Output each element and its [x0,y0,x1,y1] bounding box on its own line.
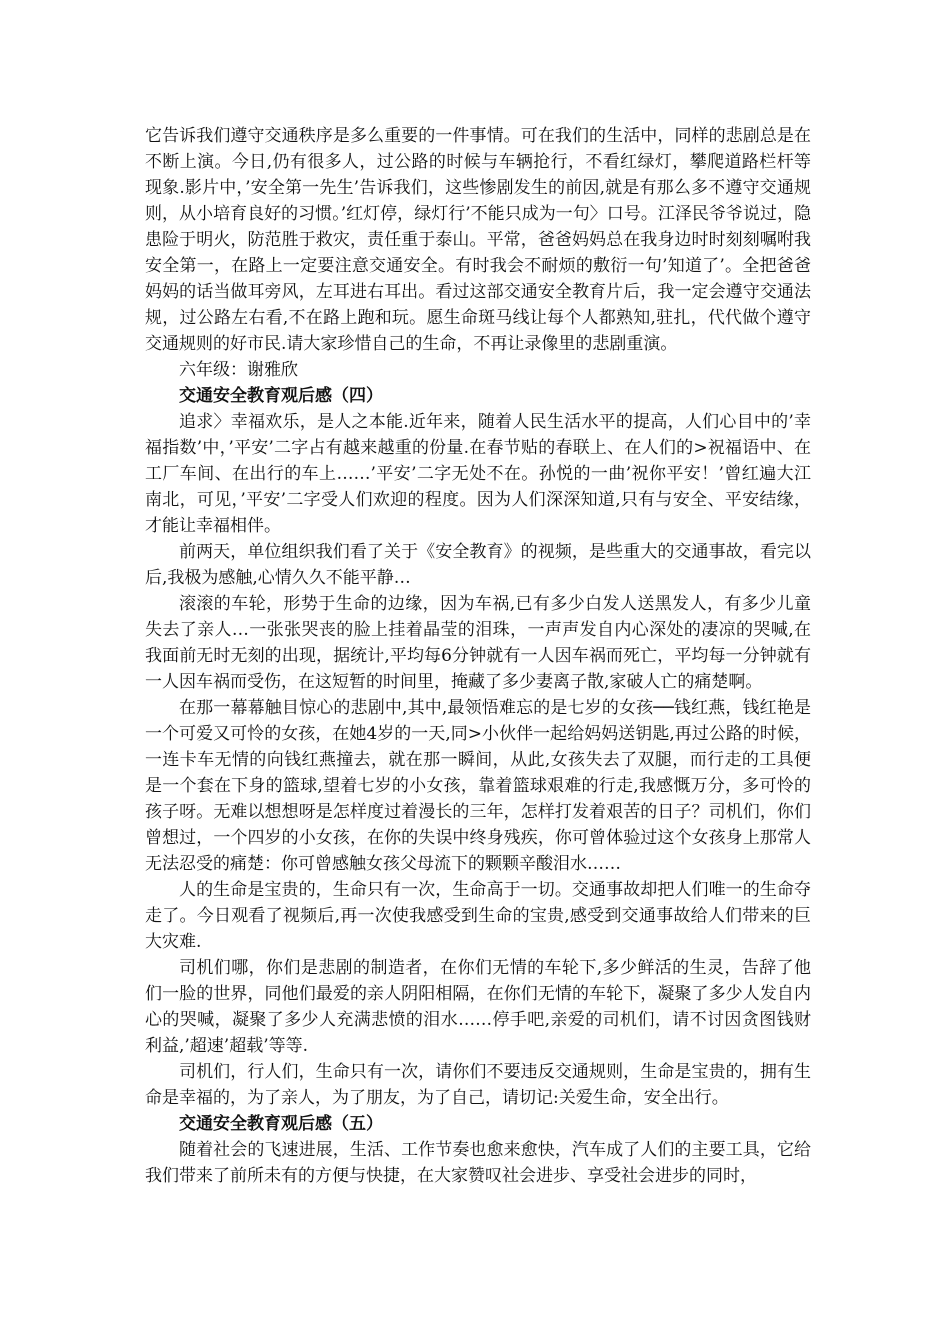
section-4-paragraph: 在那一幕幕触目惊心的悲剧中,其中,最领悟难忘的是七岁的女孩──钱红燕，钱红艳是一个可爱又可怜的女孩，在她4岁的一天,同>小伙伴一起给妈妈送钥匙,再过公路的时候，一连卡车无情的向钱红燕撞去，就在那一瞬间，从此,女孩失去了双腿，而行走的工具便是一个套在下身的篮球,望着七岁的小女孩，靠着篮球艰难的行走,我感慨万分，多可怜的孩子呀。无难以想想呀是怎样度过着漫长的三年，怎样打发着艰苦的日子？司机们，你们曾想过，一个四岁的小女孩，在你的失误中终身残疾，你可曾体验过这个女孩身上那常人无法忍受的痛楚：你可曾感触女孩父母流下的颗颗辛酸泪水…… [145,698,811,874]
section-4-paragraph: 司机们，行人们，生命只有一次，请你们不要违反交通规则，生命是宝贵的，拥有生命是幸福的，为了亲人，为了朋友，为了自己，请切记:关爱生命，安全出行。 [145,1062,811,1108]
author-line: 六年级：谢雅欣 [179,360,298,380]
section-4-title: 交通安全教育观后感（四） [179,386,383,406]
intro-paragraph: 它告诉我们遵守交通秩序是多么重要的一件事情。可在我们的生活中，同样的悲剧总是在不断上演。今日,仍有很多人，过公路的时候与车辆抢行，不看红绿灯，攀爬道路栏杆等现象.影片中，’安全第一先生’告诉我们，这些惨剧发生的前因,就是有那么多不遵守交通规则，从小培育良好的习惯。’红灯停，绿灯行’不能只成为一句〉口号。江泽民爷爷说过，隐患险于明火，防范胜于救灾，责任重于泰山。平常，爸爸妈妈总在我身边时时刻刻嘱咐我安全第一，在路上一定要注意交通安全。有时我会不耐烦的敷衍一句’知道了’。全把爸爸妈妈的话当做耳旁风，左耳进右耳出。看过这部交通安全教育片后，我一定会遵守交通法规，过公路左右看,不在路上跑和玩。愿生命斑马线让每个人都熟知,驻扎，代代做个遵守交通规则的好市民.请大家珍惜自己的生命，不再让录像里的悲剧重演。 [145,126,811,354]
section-4-paragraph: 追求〉幸福欢乐，是人之本能.近年来，随着人民生活水平的提高，人们心目中的’幸福指数’中，’平安’二字占有越来越重的份量.在春节贴的春联上、在人们的>祝福语中、在工厂车间、在出行的车上……’平安’二字无处不在。孙悦的一曲’祝你平安！’曾红遍大江南北，可见，’平安’二字受人们欢迎的程度。因为人们深深知道,只有与安全、平安结缘，才能让幸福相伴。 [145,412,811,536]
section-4-paragraph: 司机们哪，你们是悲剧的制造者，在你们无情的车轮下,多少鲜活的生灵，告辞了他们一脸的世界，同他们最爱的亲人阴阳相隔，在你们无情的车轮下，凝聚了多少人发自内心的哭喊，凝聚了多少人充满悲愤的泪水……停手吧,亲爱的司机们，请不讨因贪图钱财利益,’超速’超载’等等. [145,958,811,1056]
section-4-paragraph: 前两天，单位组织我们看了关于《安全教育》的视频，是些重大的交通事故，看完以后,我极为感触,心情久久不能平静… [145,542,811,588]
section-5-paragraph: 随着社会的飞速进展，生活、工作节奏也愈来愈快，汽车成了人们的主要工具，它给我们带来了前所未有的方便与快捷，在大家赞叹社会进步、享受社会进步的同时， [145,1140,811,1186]
section-5-title: 交通安全教育观后感（五） [179,1114,383,1134]
document-page [145,123,811,1189]
section-4-paragraph: 人的生命是宝贵的，生命只有一次，生命高于一切。交通事故却把人们唯一的生命夺走了。今日观看了视频后,再一次使我感受到生命的宝贵,感受到交通事故给人们带来的巨大灾难. [145,880,811,952]
section-4-paragraph: 滚滚的车轮，形势于生命的边缘，因为车祸,已有多少白发人送黑发人，有多少儿童失去了亲人…一张张哭丧的脸上挂着晶莹的泪珠，一声声发自内心深处的凄凉的哭喊,在我面前无时无刻的出现，据统计,平均每6分钟就有一人因车祸而死亡，平均每一分钟就有一人因车祸而受伤，在这短暂的时间里，掩藏了多少妻离子散,家破人亡的痛楚啊。 [145,594,811,692]
